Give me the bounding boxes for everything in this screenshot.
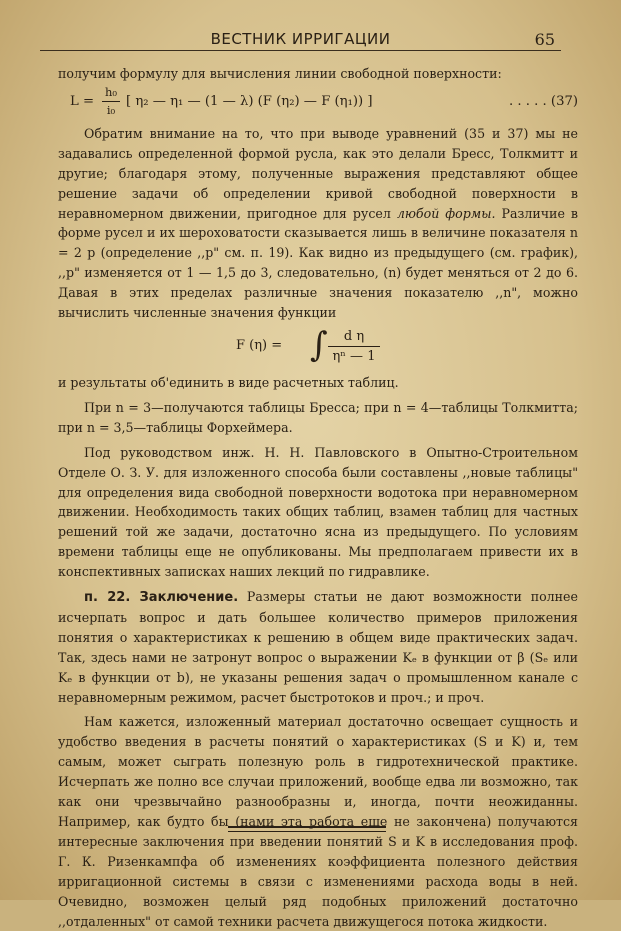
section-heading: п. 22. Заключение. (84, 590, 239, 606)
conclusion-text: Размеры статьи не дают возможности полнее исчерпать вопрос и дать большее количество примеров приложения понятия о характеристиках к решению в общем виде практических задач. Так, здесь нами не затронут вопрос о выражении Kₑ в функции от β (Sₑ или Kₑ в функции от b), не указаны решения задач о промышленном канале с неравномерным режимом, расчет быстротоков и проч.; и проч. (58, 589, 578, 705)
integrand-numerator: d η (328, 327, 380, 347)
page-body (58, 64, 578, 931)
paragraph-1-start: Обратим внимание на то, что при выводе уравнений (35 и 37) мы не задавались определенной формой русла, как это делали Бресс, Толкмитт и другие; благодаря этому, полученные выражения представляют общее решение задачи об определении кривой свободной поверхности в неравномерном движении, пригодное для русел (58, 125, 578, 221)
paragraph-1-continued: Различие в форме русел и их шероховатости сказывается лишь в величине показателя n = 2 p (определение ,,p" см. п. 19). Как видно из предыдущего (см. график), ,,p" изменяется от 1 — 1,5 до 3, следовательно, (n) будет меняться от 2 до 6. Давая в этих пределах различные значения показателю ,,n", можно вычислить численные значения функции (58, 205, 578, 321)
end-rule (228, 826, 386, 832)
function-lhs: F (η) = (236, 337, 283, 353)
paragraph-1-end: и результаты об'единить в виде расчетных таблиц. (58, 374, 399, 390)
formula-rhs: [ η₂ — η₁ — (1 — λ) (F (η₂) — F (η₁)) ] (126, 93, 373, 109)
journal-title: ВЕСТНИК ИРРИГАЦИИ (210, 30, 391, 48)
fraction-denominator: i₀ (106, 102, 116, 117)
formula-fraction (102, 84, 120, 119)
equation-number: . . . . . (37) (509, 93, 578, 109)
paragraph-conclusion (58, 587, 578, 707)
paragraph-1 (58, 124, 578, 323)
formula-37 (58, 84, 578, 124)
page-number: 65 (534, 30, 555, 49)
formula-lhs: L = (70, 93, 94, 109)
paragraph-5: Нам кажется, изложенный материал достаточно освещает сущность и удобство введения в расчеты понятий о характеристиках (S и K) и, тем самым, может сыграть полезную роль в гидротехнической практике. Исчерпать же полно все случаи приложений, вообще едва ли возможно, так как они чрезвычайно разнообразны и, иногда, почти неожиданны. Например, как будто бы (нами эта работа еще не закончена) получаются интересные заключения при введении понятий S и K в исследования проф. Г. К. Ризенкампфа об изменениях коэффициента полезного действия ирригационной системы в связи с изменениями расхода воды в ней. Очевидно, возможен целый ряд подобных приложений достаточно ,,отдаленных" от самой техники расчета движущегося потока жидкости. (58, 714, 578, 929)
integral-sign: ∫ (310, 324, 328, 365)
paragraph-3: Под руководством инж. Н. Н. Павловского в Опытно-Строительном Отделе О. З. У. для изложенного способа были составлены ,,новые таблицы" для определения вида свободной поверхности водотока при неравномерном движении. Необходимость таких общих таблиц, взамен таблиц для частных решений той же задачи, достаточно ясна из предыдущего. По условиям времени таблицы еще не опубликованы. Мы предполагаем привести их в конспективных записках наших лекций по гидравлике. (58, 444, 578, 580)
intro-line: получим формулу для вычисления линии свободной поверхности: (58, 66, 502, 81)
paragraph-2: При n = 3—получаются таблицы Бресса; при n = 4—таблицы Толкмитта; при n = 3,5—таблицы Форхеймера. (58, 399, 578, 435)
running-header (40, 28, 561, 51)
fraction-numerator: h₀ (102, 84, 120, 102)
formula-f-eta (58, 323, 578, 373)
rule-thin (228, 831, 386, 832)
italic-phrase: любой формы. (396, 205, 496, 221)
integrand-denominator: ηⁿ — 1 (332, 348, 376, 364)
rule-thick (228, 826, 386, 828)
integrand-fraction (328, 327, 380, 366)
